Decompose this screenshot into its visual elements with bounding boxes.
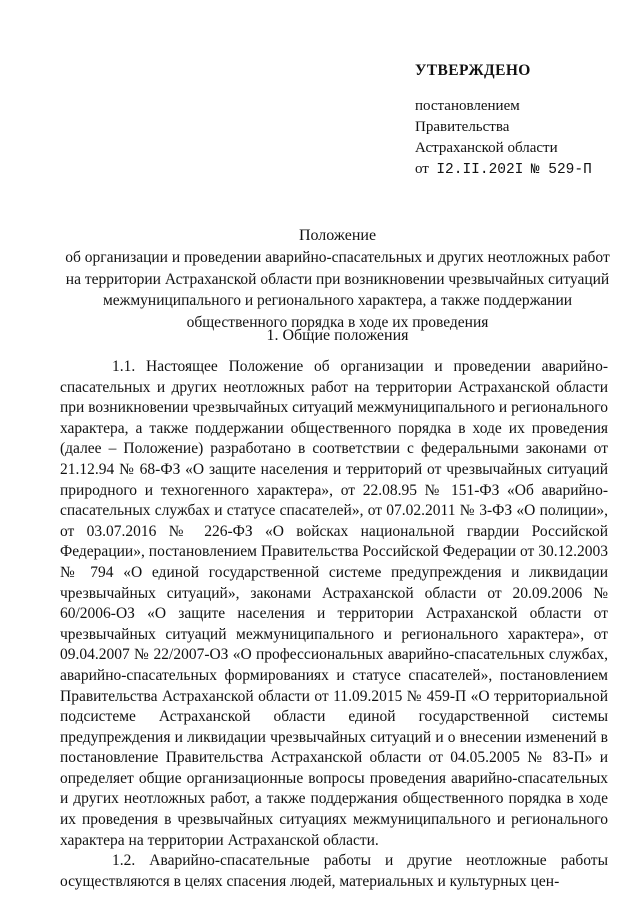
paragraph-1-2: 1.2. Аварийно-спасательные работы и другие неотложные работы осуществляются в целях спасения людей, материальных и культурных цен- xyxy=(60,852,608,890)
approval-date: I2.II.202I xyxy=(436,162,524,178)
approval-number: № 529-П xyxy=(530,162,592,178)
document-title: Положение xyxy=(298,227,377,244)
approval-line-3: Астраханской области xyxy=(415,140,558,156)
approval-line-2: Правительства xyxy=(415,119,510,135)
approval-heading: УТВЕРЖДЕНО xyxy=(415,62,531,79)
section-heading: 1. Общие положения xyxy=(266,327,409,344)
document-title-block xyxy=(60,225,615,333)
approval-date-prefix: от xyxy=(415,161,429,177)
approval-stamp xyxy=(415,62,630,181)
document-subtitle: об организации и проведении аварийно-спасательных и других неотложных работ на территории Астраханской области при возникновении чрезвычайных ситуаций межмуниципального и регионального характера, а также поддержании общественного порядка в ходе их проведения xyxy=(65,249,610,331)
paragraph-1-1: 1.1. Настоящее Положение об организации и проведении аварийно-спасательных и других неотложных работ на территории Астраханской области при возникновении чрезвычайных ситуаций межмуниципального и регионального характера, а также поддержании общественного порядка в ходе их проведения (далее – Положение) разработано в соответствии с федеральными законами от 21.12.94 № 68-ФЗ «О защите населения и территорий от чрезвычайных ситуаций природного и техногенного характера», от 22.08.95 № 151-ФЗ «Об аварийно-спасательных службах и статусе спасателей», от 07.02.2011 № 3-ФЗ «О полиции», от 03.07.2016 № 226-ФЗ «О войсках национальной гвардии Российской Федерации», постановлением Правительства Российской Федерации от 30.12.2003 № 794 «О единой государственной системе предупреждения и ликвидации чрезвычайных ситуаций», законами Астраханской области от 20.09.2006 № 60/2006-ОЗ «О защите населения и территории Астраханской области от чрезвычайных ситуаций межмуниципального и регионального характера», от 09.04.2007 № 22/2007-ОЗ «О профессиональных аварийно-спасательных службах, аварийно-спасательных формированиях и статусе спасателей», постановлением Правительства Астраханской области от 11.09.2015 № 459-П «О территориальной подсистеме Астраханской области единой государственной системы предупреждения и ликвидации чрезвычайных ситуаций и о внесении изменений в постановление Правительства Астраханской области от 04.05.2005 № 83-П» и определяет общие организационные вопросы проведения аварийно-спасательных и других неотложных работ, а также поддержания общественного порядка в ходе их проведения в чрезвычайных ситуациях межмуниципального и регионального характера на территории Астраханской области. xyxy=(60,358,609,849)
document-body xyxy=(60,357,608,892)
approval-date-line xyxy=(415,159,630,181)
approval-line-1: постановлением xyxy=(415,98,520,114)
